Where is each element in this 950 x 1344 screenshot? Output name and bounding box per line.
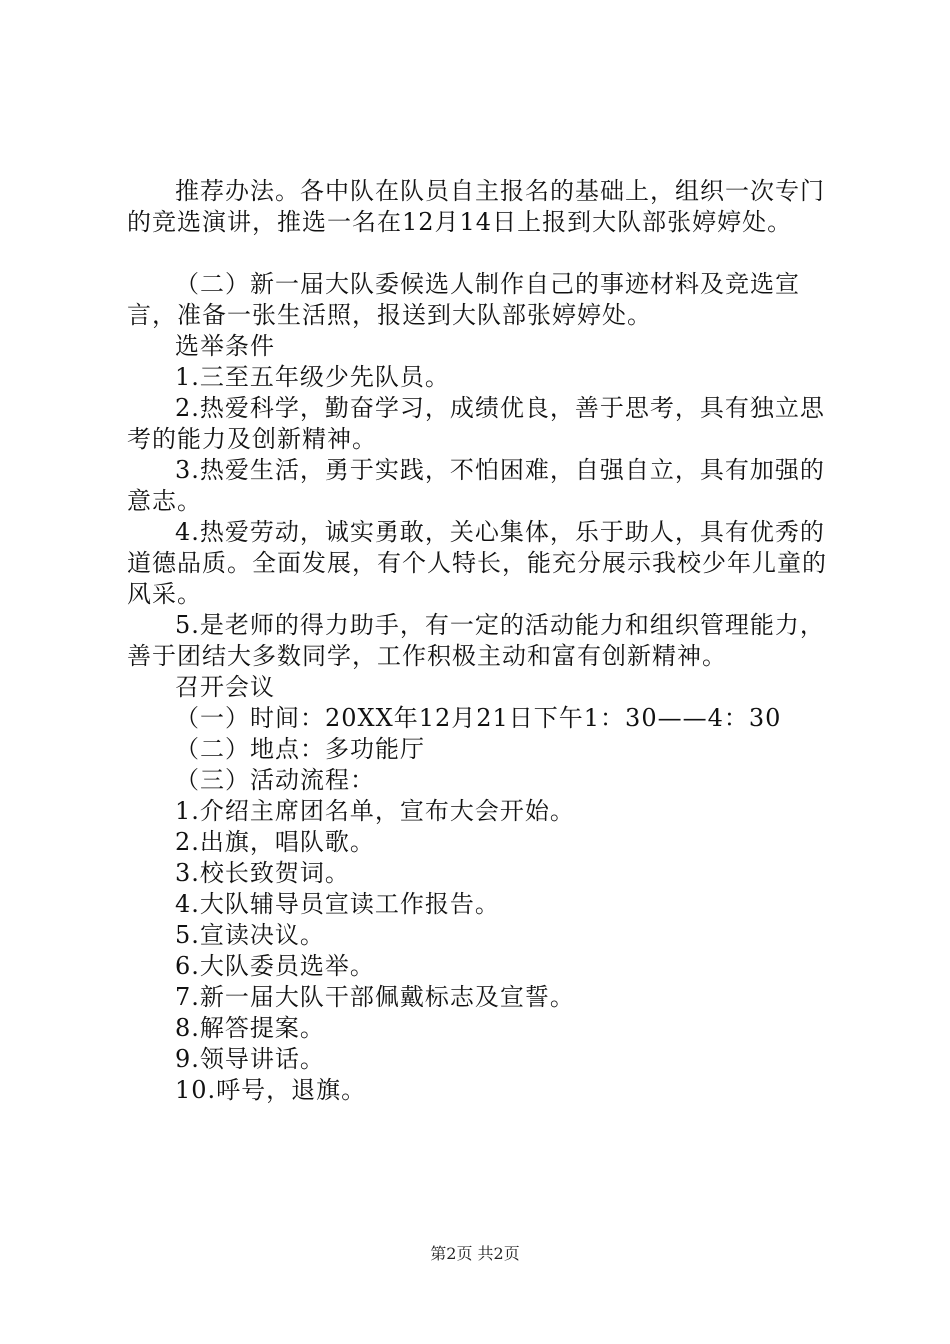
document-body: [127, 176, 847, 1106]
condition-item-2: 2.热爱科学，勤奋学习，成绩优良，善于思考，具有独立思考的能力及创新精神。: [127, 394, 825, 453]
paragraph-recommendation: 推荐办法。各中队在队员自主报名的基础上，组织一次专门的竞选演讲，推选一名在12月14日上报到大队部张婷婷处。: [127, 177, 825, 236]
process-step-10: 10.呼号，退旗。: [175, 1076, 367, 1104]
meeting-process-heading: （三）活动流程：: [175, 766, 375, 794]
paragraph-candidate-materials: （二）新一届大队委候选人制作自己的事迹材料及竞选宣言，准备一张生活照，报送到大队部张婷婷处。: [127, 270, 800, 329]
process-step-8: 8.解答提案。: [175, 1014, 325, 1042]
heading-election-conditions: 选举条件: [175, 332, 275, 360]
process-step-9: 9.领导讲话。: [175, 1045, 325, 1073]
process-step-4: 4.大队辅导员宣读工作报告。: [175, 890, 500, 918]
process-step-3: 3.校长致贺词。: [175, 859, 350, 887]
process-step-7: 7.新一届大队干部佩戴标志及宣誓。: [175, 983, 575, 1011]
condition-item-3: 3.热爱生活，勇于实践，不怕困难，自强自立，具有加强的意志。: [127, 456, 825, 515]
process-step-1: 1.介绍主席团名单，宣布大会开始。: [175, 797, 575, 825]
process-step-2: 2.出旗，唱队歌。: [175, 828, 375, 856]
condition-item-4: 4.热爱劳动，诚实勇敢，关心集体，乐于助人，具有优秀的道德品质。全面发展，有个人特长，能充分展示我校少年儿童的风采。: [127, 518, 827, 608]
condition-item-5: 5.是老师的得力助手，有一定的活动能力和组织管理能力，善于团结大多数同学，工作积极主动和富有创新精神。: [127, 611, 825, 670]
process-step-5: 5.宣读决议。: [175, 921, 325, 949]
page-number-label: 第2页 共2页: [430, 1244, 520, 1263]
page-footer: [0, 1244, 950, 1264]
process-step-6: 6.大队委员选举。: [175, 952, 375, 980]
meeting-location: （二）地点：多功能厅: [175, 735, 425, 763]
heading-hold-meeting: 召开会议: [175, 673, 275, 701]
condition-item-1: 1.三至五年级少先队员。: [175, 363, 450, 391]
meeting-time: （一）时间：20XX年12月21日下午1：30——4：30: [175, 704, 782, 732]
